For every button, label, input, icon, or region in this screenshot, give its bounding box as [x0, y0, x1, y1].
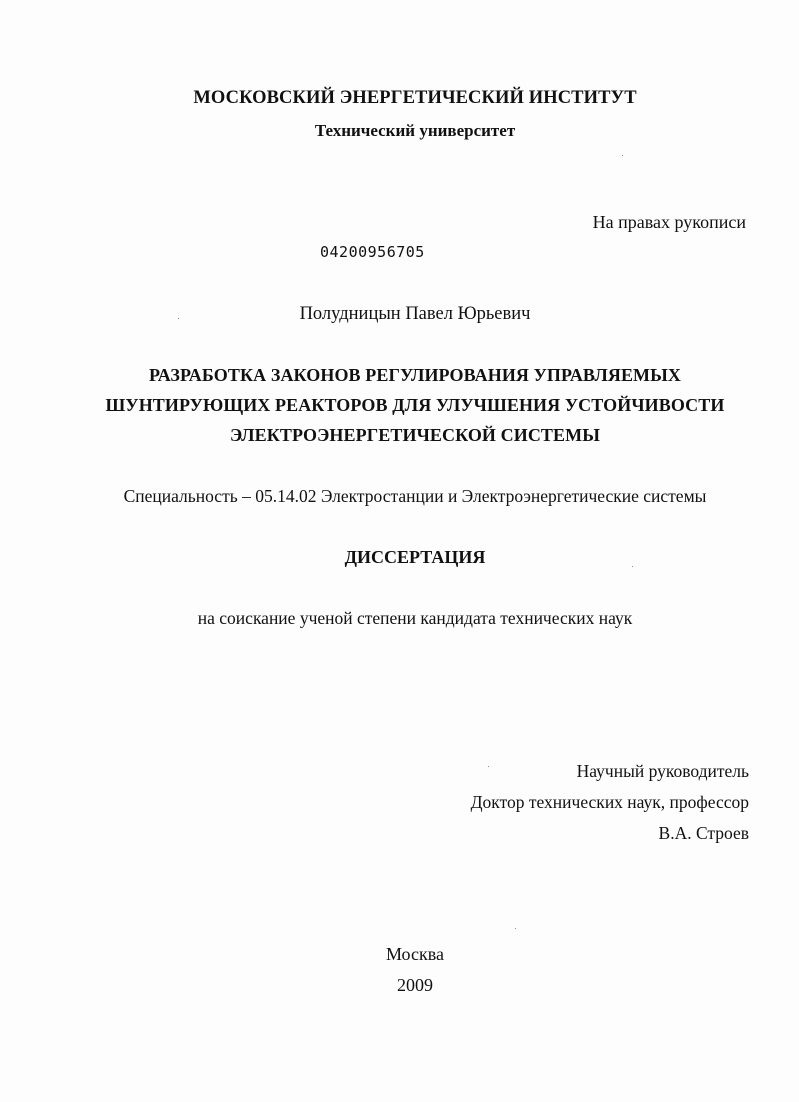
document-number: 04200956705 [320, 243, 425, 261]
year: 2009 [397, 975, 433, 995]
supervisor-role: Научный руководитель [576, 761, 749, 781]
scan-speck [622, 155, 623, 156]
scan-speck [178, 318, 179, 319]
supervisor-credentials: Доктор технических наук, профессор [470, 792, 749, 812]
degree-line: на соискание ученой степени кандидата технических наук [197, 608, 633, 628]
supervisor-name: В.А. Строев [658, 823, 749, 843]
scan-speck [515, 928, 516, 929]
city: Москва [386, 944, 444, 964]
university-subtitle: Технический университет [314, 121, 516, 140]
thesis-title-line-3: ЭЛЕКТРОЭНЕРГЕТИЧЕСКОЙ СИСТЕМЫ [229, 425, 600, 445]
thesis-title-line-1: РАЗРАБОТКА ЗАКОНОВ РЕГУЛИРОВАНИЯ УПРАВЛЯЕМЫХ [148, 365, 682, 385]
thesis-title-line-2: ШУНТИРУЮЩИХ РЕАКТОРОВ ДЛЯ УЛУЧШЕНИЯ УСТОЙЧИВОСТИ [105, 395, 725, 415]
manuscript-rights-note: На правах рукописи [592, 212, 746, 232]
author-name: Полудницын Павел Юрьевич [299, 304, 531, 324]
institute-name: МОСКОВСКИЙ ЭНЕРГЕТИЧЕСКИЙ ИНСТИТУТ [193, 88, 637, 108]
scan-speck [488, 766, 489, 767]
scan-speck [632, 566, 633, 567]
document-type-heading: ДИССЕРТАЦИЯ [344, 547, 486, 567]
specialty-line: Специальность – 05.14.02 Электростанции и Электроэнергетические системы [123, 486, 707, 506]
